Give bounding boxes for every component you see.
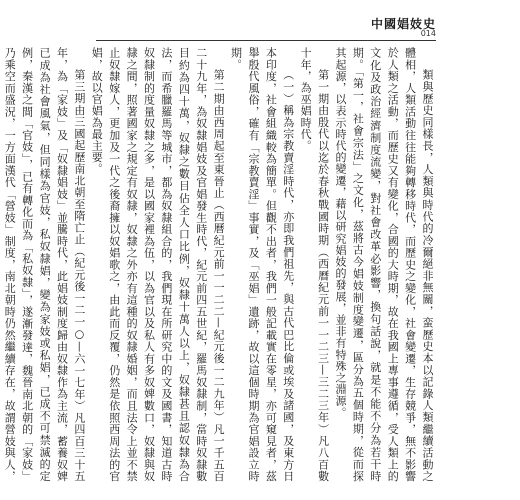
paragraph-period-1: 第一期由殷代以迄於春秋戰國時期（西曆紀元前一一二三—三二三年）凡八百數十年，為巫娼時代。 <box>299 47 330 482</box>
paragraph-period-2: 第二期由西周起至東晉止（西曆紀元前一一二二—紀元後一二九年）凡一千五百二十九年，為奴隸娼妓及官娼發生時代，紀元前四五世紀，羅馬奴隸制，當時奴隸數目約為四十萬，奴隸之數目佔全人口比例，奴隸十萬人以上，奴隸甚且認奴隸為合法，而希臘羅馬等城市，都為奴隸組合的，我們現在所研究中的文及國書，知道古時奴隸制的度量奴隸之多，是以國家裡為伍，以為官以及私人有多奴婢數口，奴隸與奴隸之間，照著國家之規定有奴隸，奴隸之外亦有這種的奴隸婚姻，而且法令上並不禁止奴隸嫁人，更加及一代之後裔擁以奴娼歌之，由此而反覆，仍然是依照西周法的官娼，故以官娼為最主要。 <box>90 47 226 482</box>
paragraph-religious-prostitution: （一）稱為宗教賣淫時代，亦即我們祖先，與古代巴比倫或埃及諸國，及東方日本印度，社會組織較為簡單。但觀不出者，我們一般記載實在零星，亦可窺見者，茲舉殷代風俗，確有「宗教賣淫」事實，及「巫娼」遺跡，故以這個時期為官娼設立時期。 <box>229 47 295 482</box>
header-divider <box>96 40 436 41</box>
paragraph-intro: 類與歷史同樣長，人類與時代的冷爾絕非無關，蛮歷史本以記錄人類繼續活動之體相，人類活動往往能夠轉移時代，而歷史之變化，社會變遷，生存競爭，無不影響於人類之活動，而歷史又有變化，合國的大時期，故在我國上專事遵循，受人類上的文化及政治經濟制度流變，對社會改革必影響，換句話說，就是不能不分為若干時期。「第一，社會宗法」之文化，茲將古今娼妓制度變遷，區分為五個時期，從而探其起源，以表示時代的變遷，藉以研究娼妓的發展，並非有特殊之淵源。 <box>333 47 434 482</box>
paragraph-period-3: 第三期由三國起歷南北朝至隋亡止（紀元後一二一○—六一七年）凡四百三十五年，為「家妓」及「奴隸娼妓」並騰時代，此娼妓制度歸由奴隸作為主流，蓄養奴婢已成為社會風氣，但同樣為官妓，私奴隸娼，變為家妓或私娼，已成不可禁滅的定例，秦漢之間「官妓」，已有轉化而為「私奴隸」，遂漸發達，魏晉南北朝的「家妓」乃乘空而盛況，一方面漢代「營妓」制度，南北朝時仍然繼續存在，故謂營妓與人， <box>3 47 86 482</box>
running-header <box>0 6 520 36</box>
page-number: 014 <box>420 29 436 38</box>
book-title: 中國娼妓史 <box>370 17 436 31</box>
body-text <box>3 47 436 482</box>
